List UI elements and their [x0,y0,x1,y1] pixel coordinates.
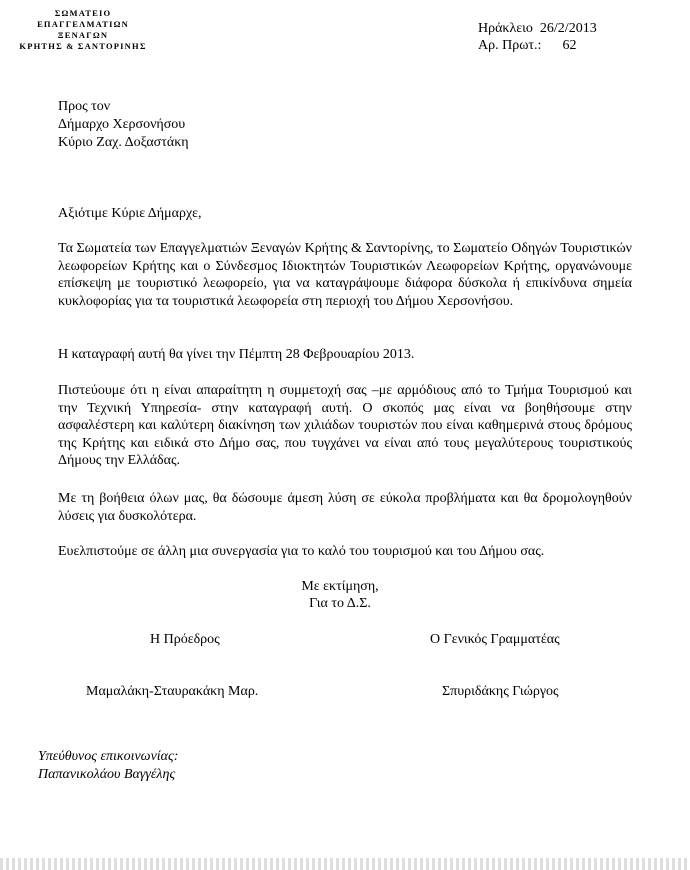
secretary-role: Ο Γενικός Γραμματέας [430,632,560,647]
greeting: Αξιότιμε Κύριε Δήμαρχε, [58,206,202,221]
protocol-number: 62 [562,38,577,53]
secretary-name: Σπυριδάκης Γιώργος [442,684,559,699]
place-date: Ηράκλειο 26/2/2013 [478,21,597,36]
recipient-line: Δήμαρχο Χερσονήσου [58,117,186,132]
closing-line: Για το Δ.Σ. [309,596,371,611]
org-line: ΚΡΗΤΗΣ & ΣΑΝΤΟΡΙΝΗΣ [19,41,147,51]
org-line: ΕΠΑΓΓΕΛΜΑΤΙΩΝ [37,19,129,29]
recipient-block [58,98,189,152]
contact-name: Παπανικολάου Βαγγέλης [38,767,176,782]
body-paragraph: Τα Σωματεία των Επαγγελματιών Ξεναγών Κρήτης & Σαντορίνης, το Σωματείο Οδηγών Τουριστικών λεωφορείων Κρήτης και ο Σύνδεσμος Ιδιοκτητών Τουριστικών Λεωφορείων Κρήτης, οργανώνουμε επίσκεψη με τουριστικό λεωφορείο, για να καταγράψουμε διάφορα δύσκολα ή επικίνδυνα σημεία κυκλοφορίας για τα τουριστικά λεωφορεία στη περιοχή του Δήμου Χερσονήσου. [58,241,632,309]
contact-block [38,748,178,784]
org-line: ΣΩΜΑΤΕΙΟ [54,8,112,18]
contact-label: Υπεύθυνος επικοινωνίας: [38,749,179,764]
recipient-line: Προς τον [58,99,111,114]
recipient-line: Κύριο Ζαχ. Δοξαστάκη [58,135,189,150]
protocol-row [478,37,597,54]
closing-line: Με εκτίμηση, [301,579,379,594]
scan-edge-divider [0,858,690,870]
closing-block [260,578,420,612]
president-name: Μαμαλάκη-Σταυρακάκη Μαρ. [86,684,259,699]
president-role: Η Πρόεδρος [150,632,220,647]
body-paragraph: Πιστεύουμε ότι η είναι απαραίτητη η συμμετοχή σας –με αρμόδιους από το Τμήμα Τουρισμού και την Τεχνική Υπηρεσία- στην καταγραφή αυτή. Ο σκοπός μας είναι να βοηθήσουμε στην ασφαλέστερη και καλύτερη διακίνηση των χιλιάδων τουριστών που είναι καθημερινά στους δρόμους της Κρήτης και ειδικά στο Δήμο σας, που τυγχάνει να είναι από τους μεγαλύτερους τουριστικούς Δήμους την Ελλάδας. [58,383,632,468]
protocol-label: Αρ. Πρωτ.: [478,38,542,53]
organization-letterhead [8,8,158,52]
body-paragraph: Η καταγραφή αυτή θα γίνει την Πέμπτη 28 Φεβρουαρίου 2013. [58,347,415,362]
body-paragraph: Με τη βοήθεια όλων μας, θα δώσουμε άμεση λύση σε εύκολα προβλήματα και θα δρομολογηθούν λύσεις για δυσκολότερα. [58,491,632,524]
org-line: ΞΕΝΑΓΩΝ [57,30,109,40]
body-paragraph: Ευελπιστούμε σε άλλη μια συνεργασία για το καλό του τουρισμού και του Δήμου σας. [58,544,545,559]
letter-meta [478,20,597,54]
